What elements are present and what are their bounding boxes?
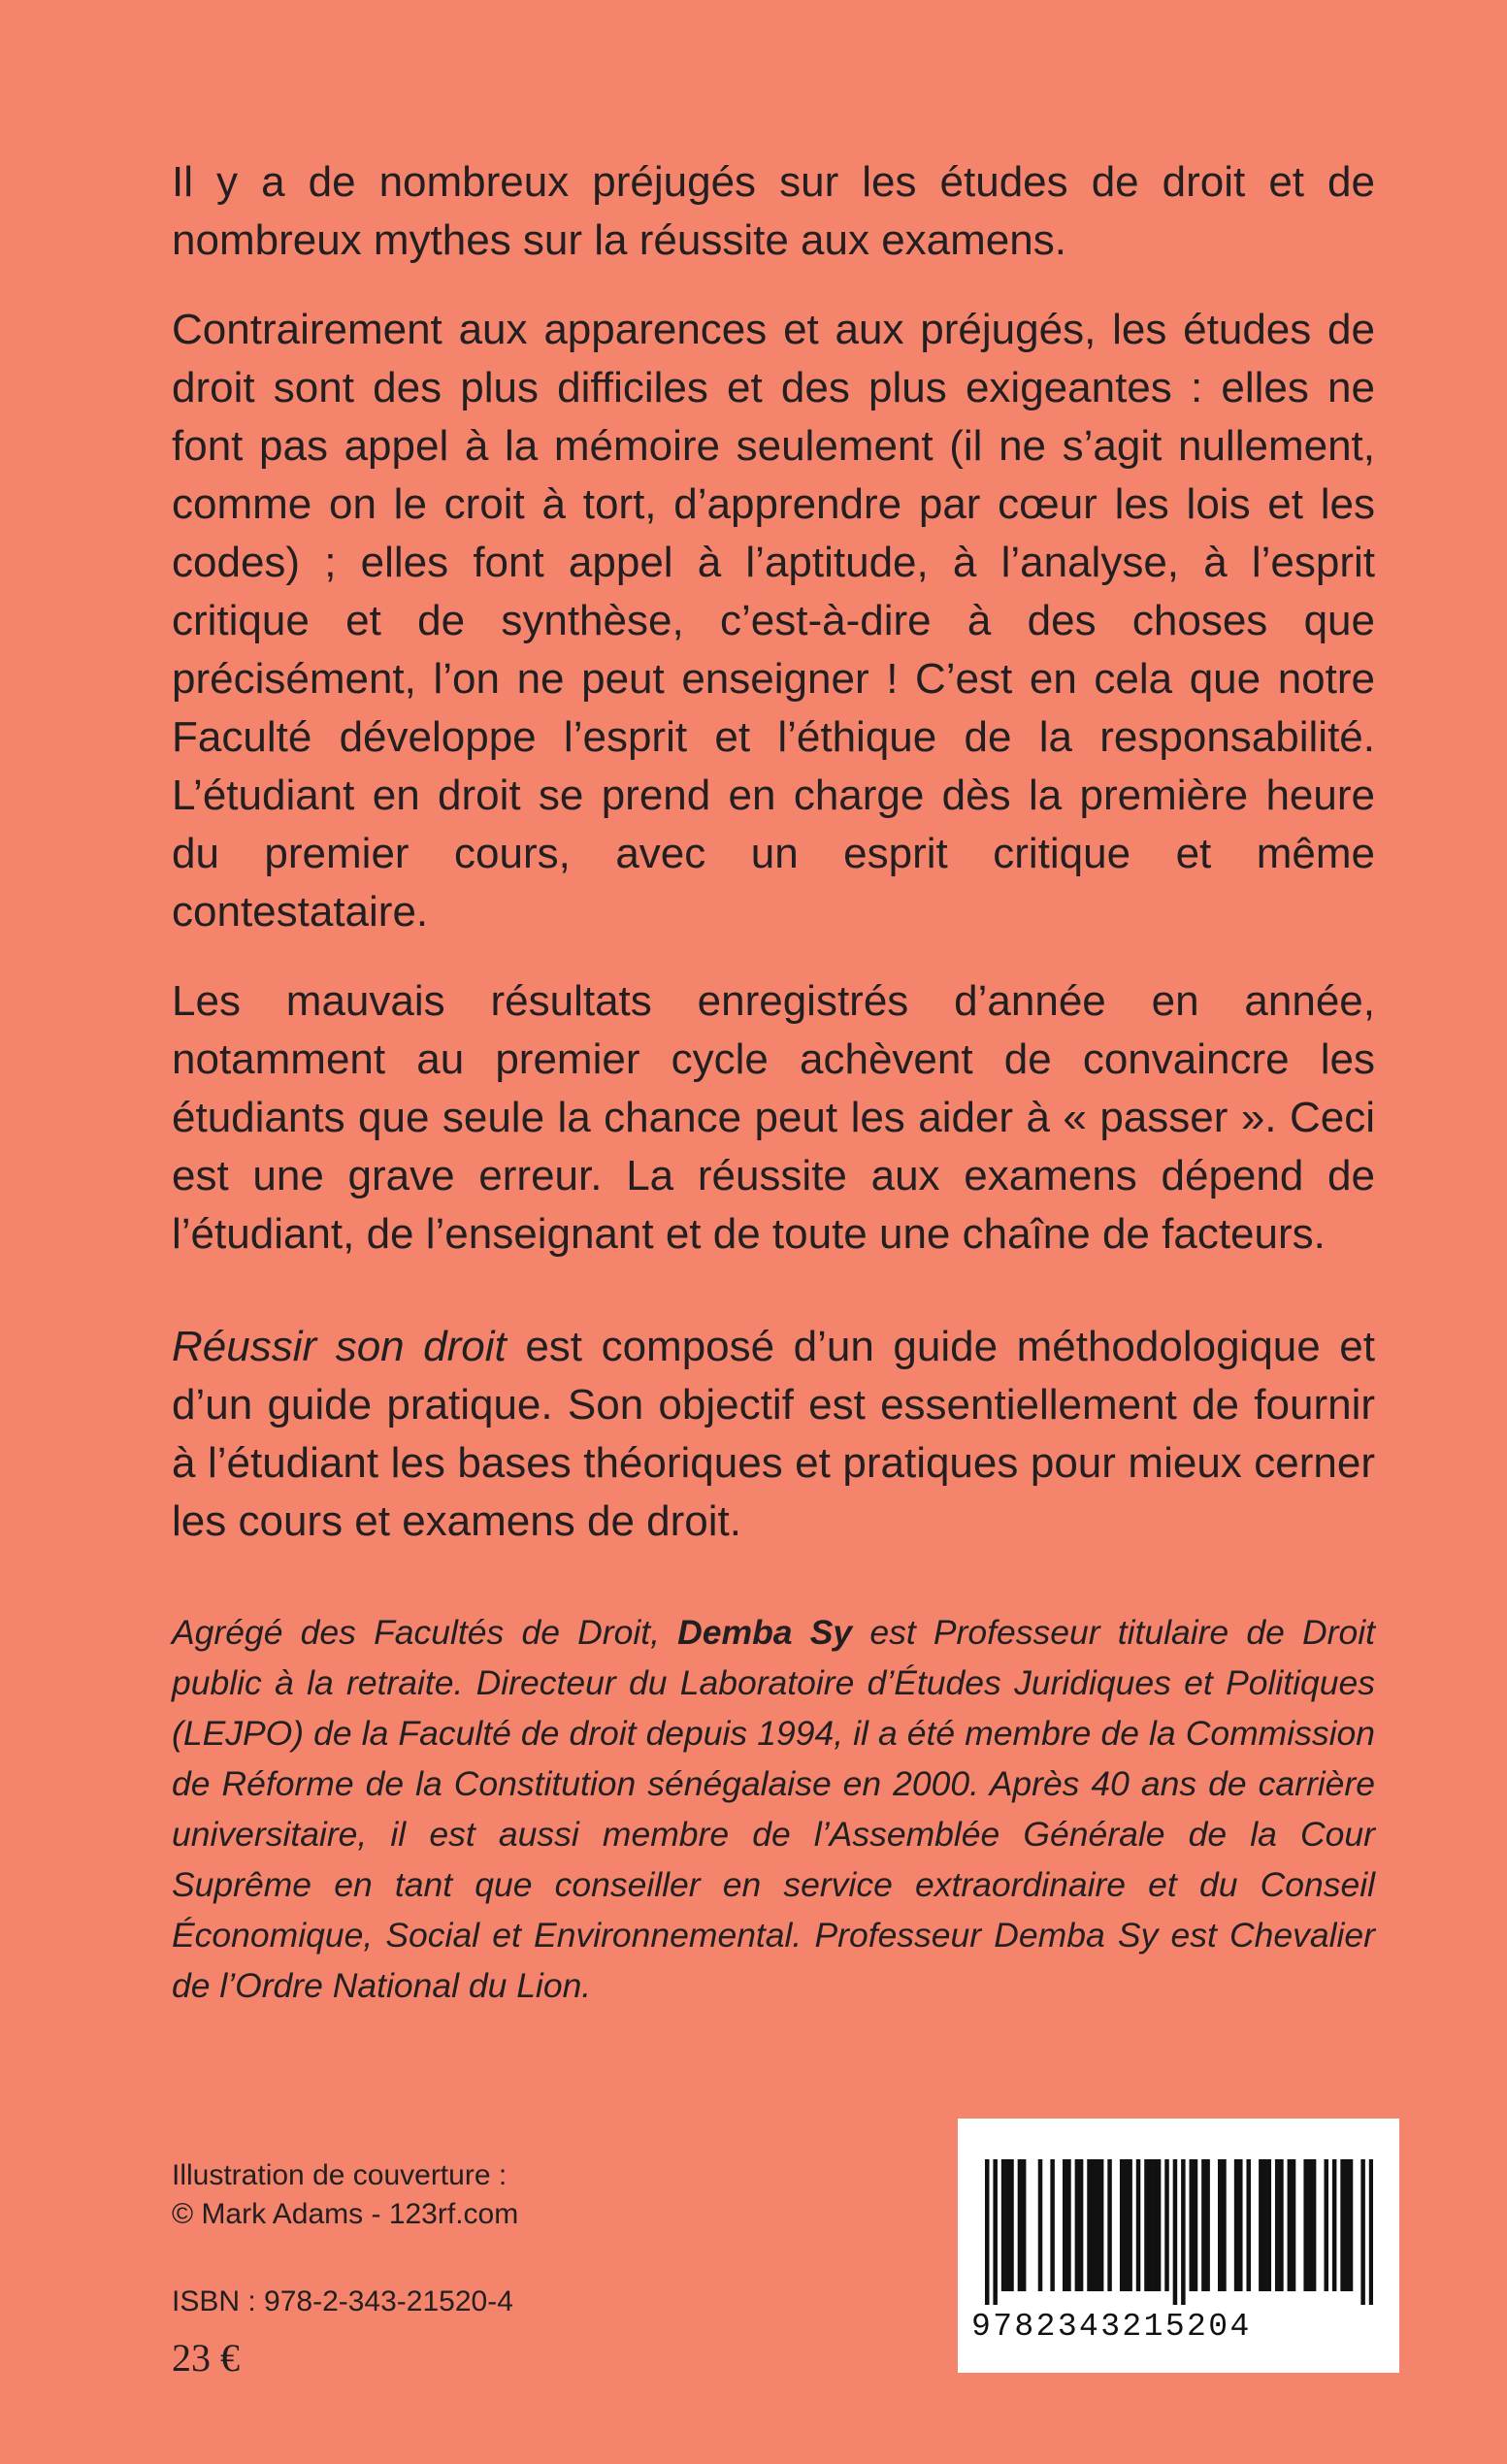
book-title: Réussir son droit bbox=[172, 1323, 507, 1370]
author-bio-text: est Professeur titulaire de Droit public à la retraite. Directeur du Laboratoire d’Études Juridiques et Politiques (LEJPO) de la Faculté de droit depuis 1994, il a été membre de la Commission de Réforme de la Constitution sénégalaise en 2000. Après 40 ans de carrière universitaire, il est aussi membre de l’Assemblée Générale de la Cour Suprême en tant que conseiller en service extraordinaire et du Conseil Économique, Social et Environnemental. Professeur Demba Sy est Chevalier de l’Ordre National du Lion. bbox=[172, 1613, 1375, 2005]
barcode-bar bbox=[1018, 2159, 1023, 2291]
barcode-bar bbox=[1099, 2159, 1104, 2291]
barcode-bar bbox=[1288, 2159, 1293, 2291]
barcode-bar bbox=[1275, 2159, 1280, 2291]
back-cover-text bbox=[172, 153, 1375, 2011]
barcode-bar bbox=[1091, 2159, 1096, 2291]
barcode-bar bbox=[1148, 2159, 1153, 2291]
barcode-bar bbox=[1324, 2159, 1328, 2291]
barcode-bar bbox=[1340, 2159, 1345, 2291]
barcode-bar bbox=[1238, 2159, 1243, 2291]
barcode-bar bbox=[1063, 2159, 1067, 2291]
barcode-bar bbox=[1234, 2159, 1239, 2291]
barcode-bar bbox=[1009, 2159, 1014, 2291]
barcode-bars bbox=[985, 2159, 1373, 2305]
barcode-bar bbox=[1157, 2159, 1162, 2291]
barcode-bar bbox=[985, 2159, 990, 2305]
barcode-bar bbox=[1201, 2159, 1206, 2291]
barcode-digits: 9782343215204 bbox=[971, 2309, 1252, 2345]
barcode-bar bbox=[1279, 2159, 1284, 2291]
barcode-bar bbox=[1120, 2159, 1125, 2291]
barcode-bar bbox=[1164, 2159, 1169, 2291]
barcode-bar bbox=[1345, 2159, 1350, 2291]
barcode-bar bbox=[1218, 2159, 1223, 2291]
barcode-bar bbox=[1136, 2159, 1141, 2291]
barcode-bar bbox=[1312, 2159, 1317, 2291]
blurb-paragraph-4-text: est composé d’un guide méthodologique et d’un guide pratique. Son objectif est essentiellement de fournir à l’étudiant les bases théoriques et pratiques pour mieux cerner les cours et examens de droit. bbox=[172, 1323, 1375, 1545]
price-text: 23 € bbox=[172, 2336, 240, 2380]
barcode-bar bbox=[1181, 2159, 1186, 2305]
barcode-bar bbox=[1222, 2159, 1227, 2291]
barcode-bar bbox=[1173, 2159, 1178, 2305]
barcode-bar bbox=[1144, 2159, 1149, 2291]
barcode-bar bbox=[1308, 2159, 1313, 2291]
barcode-bar bbox=[1005, 2159, 1010, 2291]
barcode-bar bbox=[1246, 2159, 1251, 2291]
barcode-bar bbox=[1128, 2159, 1132, 2291]
author-bio-intro: Agrégé des Facultés de Droit, bbox=[172, 1613, 678, 1652]
barcode-bar bbox=[1332, 2159, 1337, 2291]
barcode-bar bbox=[1022, 2159, 1027, 2291]
barcode-bar bbox=[1087, 2159, 1092, 2291]
barcode-bar bbox=[1267, 2159, 1272, 2291]
blurb-paragraph-2: Contrairement aux apparences et aux préjugés, les études de droit sont des plus difficiles et des plus exigeantes : elles ne font pas appel à la mémoire seulement (il ne s’agit nullement, comme on le croit à tort, d’apprendre par cœur les lois et les codes) ; elles font appel à l’aptitude, à l’analyse, à l’esprit critique et de synthèse, c’est-à-dire à des choses que précisément, l’on ne peut enseigner ! C’est en cela que notre Faculté développe l’esprit et l’éthique de la responsabilité. L’étudiant en droit se prend en charge dès la première heure du premier cours, avec un esprit critique et même contestataire. bbox=[172, 306, 1375, 936]
isbn-text: ISBN : 978-2-343-21520-4 bbox=[172, 2285, 513, 2317]
blurb-paragraph-3: Les mauvais résultats enregistrés d’année en année, notamment au premier cycle achèvent de convaincre les étudiants que seule la chance peut les aider à « passer ». Ceci est une grave erreur. La réussite aux examens dépend de l’étudiant, de l’enseignant et de toute une chaîne de facteurs. bbox=[172, 977, 1375, 1258]
blurb-paragraph-4 bbox=[172, 1318, 1375, 1551]
barcode-bar bbox=[1038, 2159, 1043, 2291]
blurb-paragraph-1: Il y a de nombreux préjugés sur les études de droit et de nombreux mythes sur la réussite aux examens. bbox=[172, 158, 1375, 264]
author-name: Demba Sy bbox=[677, 1613, 853, 1652]
barcode-bar bbox=[1096, 2159, 1100, 2291]
credits-line-2: © Mark Adams - 123rf.com bbox=[172, 2198, 519, 2230]
credits-line-1: Illustration de couverture : bbox=[172, 2159, 508, 2191]
barcode-bar bbox=[1001, 2159, 1006, 2291]
barcode-bar bbox=[1107, 2159, 1112, 2291]
barcode-bar bbox=[1205, 2159, 1210, 2291]
barcode-bar bbox=[1259, 2159, 1263, 2291]
barcode bbox=[958, 2119, 1399, 2373]
barcode-bar bbox=[1303, 2159, 1308, 2291]
barcode-bar bbox=[1194, 2159, 1198, 2291]
barcode-bar bbox=[1292, 2159, 1296, 2291]
barcode-bar bbox=[1079, 2159, 1084, 2291]
barcode-bar bbox=[1369, 2159, 1373, 2305]
barcode-bar bbox=[993, 2159, 998, 2305]
barcode-bar bbox=[1050, 2159, 1055, 2291]
author-bio bbox=[172, 1607, 1375, 2011]
barcode-bar bbox=[1124, 2159, 1129, 2291]
barcode-bar bbox=[1153, 2159, 1158, 2291]
barcode-bar bbox=[1190, 2159, 1195, 2291]
barcode-bar bbox=[1262, 2159, 1267, 2291]
barcode-bar bbox=[1349, 2159, 1354, 2291]
barcode-bar bbox=[1075, 2159, 1080, 2291]
barcode-bar bbox=[1066, 2159, 1071, 2291]
barcode-bar bbox=[1360, 2159, 1365, 2305]
illustration-credits bbox=[172, 2156, 518, 2234]
